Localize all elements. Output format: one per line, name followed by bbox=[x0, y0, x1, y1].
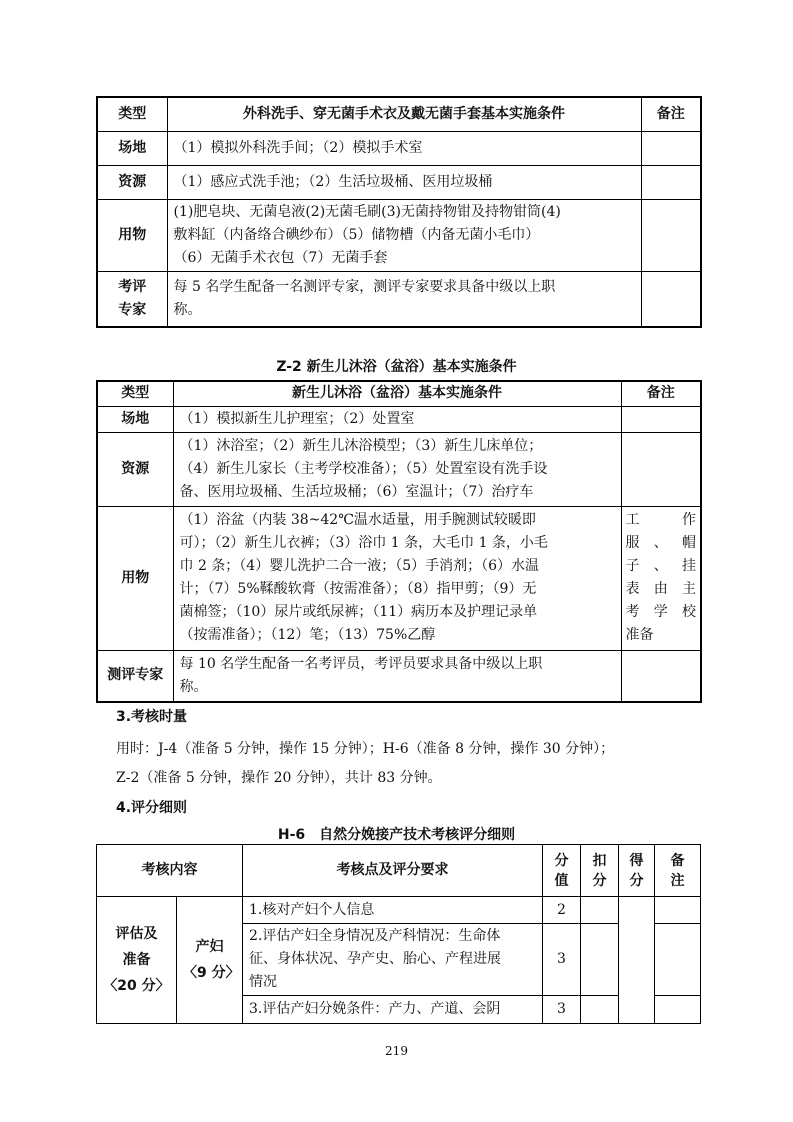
table-header-row bbox=[97, 381, 701, 406]
row-deduct bbox=[581, 897, 619, 924]
text-line: 巾 2 条；（4）婴儿洗护二合一液；（5）手消剂；（6）水温 bbox=[179, 558, 540, 574]
text-line: （1）沐浴室；（2）新生儿沐浴模型；（3）新生儿床单位； bbox=[179, 437, 543, 454]
table-scoring bbox=[96, 844, 701, 1024]
text-line: 情况 bbox=[249, 974, 277, 990]
row-content bbox=[167, 271, 641, 327]
label-line: 评估及 bbox=[115, 926, 158, 942]
row-label: 测评专家 bbox=[97, 650, 173, 702]
row-label: 场地 bbox=[97, 131, 167, 165]
text-line: （4）新生儿家长（主考学校准备）；（5）处置室设有洗手设 bbox=[179, 460, 548, 477]
text-line: 菌棉签；（10）尿片或纸尿裤；（11）病历本及护理记录单 bbox=[179, 604, 538, 620]
row-note bbox=[621, 406, 701, 432]
row-label: 用物 bbox=[97, 199, 167, 271]
table-surgical-handwashing bbox=[96, 96, 702, 328]
row-content: （1）模拟新生儿护理室；（2）处置室 bbox=[173, 406, 621, 432]
header-line: 扣 bbox=[592, 852, 607, 869]
sub-label bbox=[177, 897, 243, 1024]
header-note: 备注 bbox=[621, 381, 701, 406]
text-line: 计；（7）5%鞣酸软膏（按需准备）；（8）指甲剪；（9）无 bbox=[179, 581, 537, 597]
text-line: 2.评估产妇全身情况及产科情况：生命体 bbox=[249, 928, 501, 944]
row-content: （1）感应式洗手池；（2）生活垃圾桶、医用垃圾桶 bbox=[167, 165, 641, 199]
label-line: 〈20 分〉 bbox=[103, 978, 170, 994]
table-header-row bbox=[97, 845, 701, 897]
table-header-row bbox=[97, 97, 701, 131]
header-line: 分 bbox=[554, 852, 569, 869]
text-line: （按需准备）；（12）笔；（13）75%乙醇 bbox=[179, 627, 436, 643]
row-label bbox=[97, 271, 167, 327]
table-row bbox=[97, 271, 701, 327]
row-note bbox=[655, 924, 701, 996]
header-type: 类型 bbox=[97, 381, 173, 406]
table-newborn-bath bbox=[96, 380, 702, 703]
text-line: 每 10 名学生配备一名考评员，考评员要求具备中级以上职 bbox=[179, 655, 543, 672]
row-got bbox=[619, 897, 655, 1024]
header-content: 外科洗手、穿无菌手术衣及戴无菌手套基本实施条件 bbox=[167, 97, 641, 131]
text-line: （6）无菌手术衣包（7）无菌手套 bbox=[173, 249, 388, 266]
note-line: 子、挂 bbox=[625, 558, 696, 574]
section3-line1: 用时：J-4（准备 5 分钟，操作 15 分钟）；H-6（准备 8 分钟，操作 30 分钟）； bbox=[116, 741, 615, 757]
label-line: 专家 bbox=[118, 301, 147, 318]
section3-line2: Z-2（准备 5 分钟，操作 20 分钟），共计 83 分钟。 bbox=[116, 770, 442, 786]
text-line: 称。 bbox=[173, 301, 202, 318]
header-note: 备注 bbox=[641, 97, 701, 131]
table-row bbox=[97, 199, 701, 271]
text-line: （1）浴盆（内装 38~42℃温水适量，用手腕测试较暖即 bbox=[179, 512, 536, 528]
section3-heading: 3.考核时量 bbox=[116, 709, 188, 725]
label-line: 〈9 分〉 bbox=[183, 965, 240, 981]
row-note bbox=[621, 432, 701, 506]
text-line: 可）；（2）新生儿衣裤；（3）浴巾 1 条，大毛巾 1 条，小毛 bbox=[179, 535, 548, 551]
table2-caption: Z-2 新生儿沐浴（盆浴）基本实施条件 bbox=[276, 359, 517, 375]
row-deduct bbox=[581, 996, 619, 1024]
header-type: 类型 bbox=[97, 97, 167, 131]
table-row bbox=[97, 406, 701, 432]
note-line: 考学校 bbox=[625, 604, 696, 620]
header-line: 备 bbox=[670, 852, 685, 869]
header-deduct bbox=[581, 845, 619, 897]
table-row bbox=[97, 165, 701, 199]
row-deduct bbox=[581, 924, 619, 996]
text-line: 每 5 名学生配备一名测评专家，测评专家要求具备中级以上职 bbox=[173, 278, 556, 295]
table-row bbox=[97, 432, 701, 506]
group-label bbox=[97, 897, 177, 1024]
table-row bbox=[97, 131, 701, 165]
section4-heading: 4.评分细则 bbox=[116, 800, 188, 816]
note-line: 准备 bbox=[625, 627, 654, 643]
row-label: 资源 bbox=[97, 165, 167, 199]
header-line: 分 bbox=[629, 872, 644, 889]
row-label: 用物 bbox=[97, 506, 173, 650]
header-line: 得 bbox=[629, 852, 644, 869]
text-line: 称。 bbox=[179, 678, 208, 695]
row-score: 3 bbox=[543, 924, 581, 996]
header-content: 新生儿沐浴（盆浴）基本实施条件 bbox=[173, 381, 621, 406]
row-label: 场地 bbox=[97, 406, 173, 432]
table3-caption: H-6 自然分娩接产技术考核评分细则 bbox=[277, 827, 516, 843]
text-line: (1)肥皂块、无菌皂液(2)无菌毛刷(3)无菌持物钳及持物钳筒(4) bbox=[173, 203, 561, 220]
table-row bbox=[97, 650, 701, 702]
page-number: 219 bbox=[385, 1044, 408, 1058]
row-score: 2 bbox=[543, 897, 581, 924]
row-note bbox=[641, 199, 701, 271]
header-note bbox=[655, 845, 701, 897]
row-note bbox=[641, 165, 701, 199]
header-line: 分 bbox=[592, 872, 607, 889]
header-score bbox=[543, 845, 581, 897]
row-content: 3.评估产妇分娩条件：产力、产道、会阴 bbox=[243, 996, 543, 1024]
row-content bbox=[167, 199, 641, 271]
header-got bbox=[619, 845, 655, 897]
row-note bbox=[641, 131, 701, 165]
row-content: （1）模拟外科洗手间；（2）模拟手术室 bbox=[167, 131, 641, 165]
header-line: 值 bbox=[554, 872, 569, 889]
row-note bbox=[621, 506, 701, 650]
row-label: 资源 bbox=[97, 432, 173, 506]
row-note bbox=[621, 650, 701, 702]
row-note bbox=[641, 271, 701, 327]
note-line: 表由主 bbox=[625, 581, 696, 597]
header-line: 注 bbox=[670, 872, 685, 889]
header-content: 考核内容 bbox=[97, 845, 243, 897]
note-line: 工 作 bbox=[625, 512, 696, 528]
row-content bbox=[173, 506, 621, 650]
label-line: 考评 bbox=[118, 278, 147, 295]
table-row bbox=[97, 897, 701, 924]
note-line: 服、帽 bbox=[625, 535, 696, 551]
table-row bbox=[97, 506, 701, 650]
text-line: 征、身体状况、孕产史、胎心、产程进展 bbox=[249, 951, 501, 967]
text-line: 备、医用垃圾桶、生活垃圾桶；（6）室温计；（7）治疗车 bbox=[179, 483, 534, 500]
label-line: 产妇 bbox=[195, 939, 224, 955]
row-content bbox=[173, 650, 621, 702]
row-note bbox=[655, 996, 701, 1024]
row-content: 1.核对产妇个人信息 bbox=[243, 897, 543, 924]
row-note bbox=[655, 897, 701, 924]
row-content bbox=[173, 432, 621, 506]
text-line: 敷料缸（内备络合碘纱布）（5）储物槽（内备无菌小毛巾） bbox=[173, 226, 540, 243]
row-score: 3 bbox=[543, 996, 581, 1024]
header-points: 考核点及评分要求 bbox=[243, 845, 543, 897]
row-content bbox=[243, 924, 543, 996]
label-line: 准备 bbox=[122, 952, 151, 968]
